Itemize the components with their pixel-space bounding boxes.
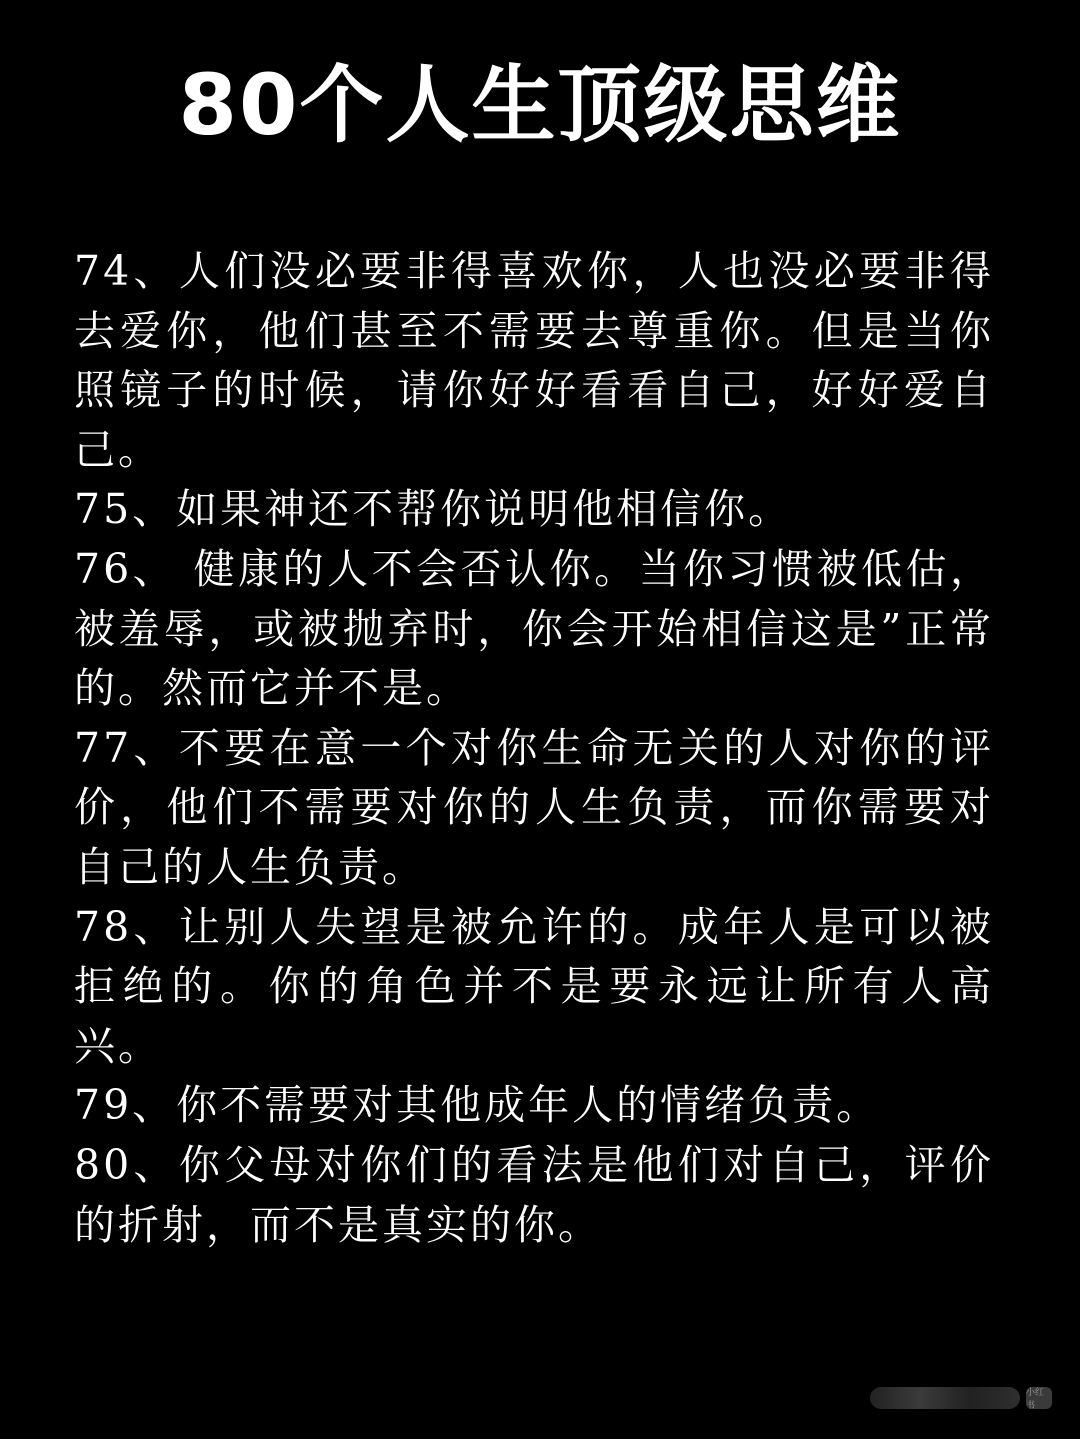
- watermark-logo-icon: 小红书: [1026, 1387, 1052, 1409]
- text-content: [74, 242, 994, 1255]
- list-item-77: 77、不要在意一个对你生命无关的人对你的评价，他们不需要对你的人生负责，而你需要对自己的人生负责。: [74, 723, 994, 891]
- list-item-78: 78、让别人失望是被允许的。成年人是可以被拒绝的。你的角色并不是要永远让所有人高兴。: [74, 902, 994, 1070]
- page-title: 80个人生顶级思维: [178, 56, 902, 154]
- list-item-74: 74、人们没必要非得喜欢你，人也没必要非得去爱你，他们甚至不需要去尊重你。但是当你照镜子的时候，请你好好看看自己，好好爱自己。: [74, 247, 994, 474]
- list-item-80: 80、你父母对你们的看法是他们对自己，评价的折射，而不是真实的你。: [74, 1140, 994, 1249]
- list-item-79: 79、你不需要对其他成年人的情绪负责。: [74, 1081, 881, 1130]
- watermark: [870, 1381, 1052, 1415]
- list-item-75: 75、如果神还不帮你说明他相信你。: [74, 485, 793, 534]
- watermark-blurred-text: [870, 1387, 1020, 1409]
- list-item-76: 76、 健康的人不会否认你。当你习惯被低估，被羞辱，或被抛弃时，你会开始相信这是”正常的。然而它并不是。: [74, 544, 994, 713]
